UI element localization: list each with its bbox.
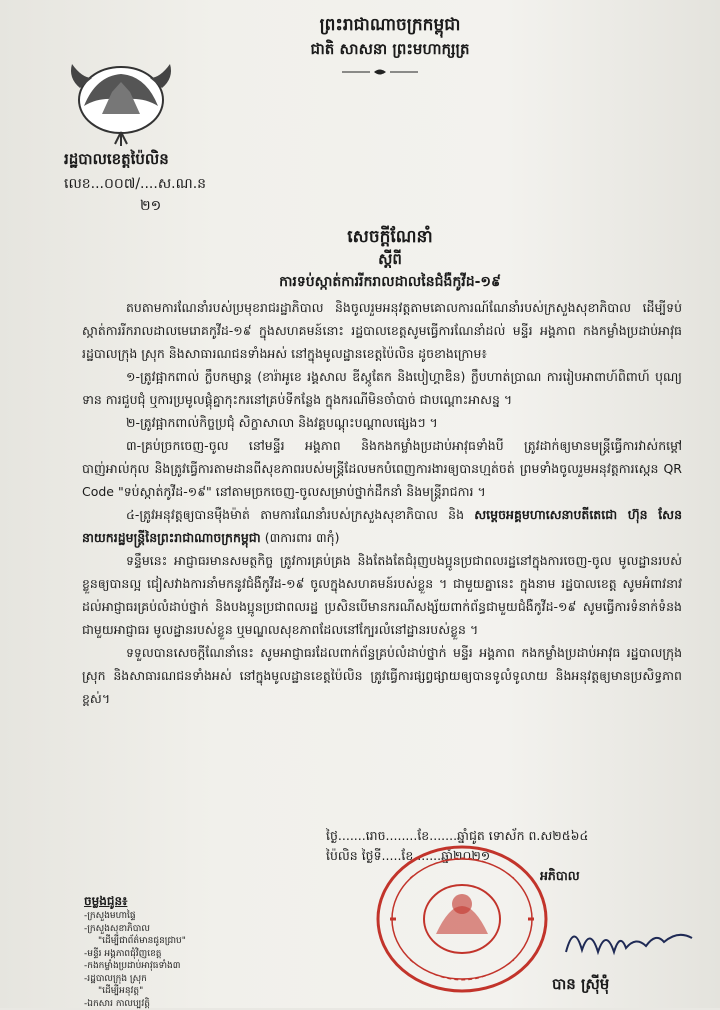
signatory-role: អភិបាល xyxy=(540,866,580,886)
copy-to-title: ចម្លងជូន៖ xyxy=(84,893,127,911)
recipient-line: "ដើម្បីអនុវត្ត" xyxy=(84,985,186,998)
issuing-authority: រដ្ឋបាលខេត្តប៉ៃលិន xyxy=(64,150,169,172)
recipient-line: -រដ្ឋបាលក្រុង ស្រុក xyxy=(84,973,186,986)
motto-ornament xyxy=(340,62,420,72)
copy-to-list xyxy=(84,910,186,1010)
national-motto: ជាតិ សាសនា ព្រះមហាក្សត្រ xyxy=(180,40,600,62)
reference-year: ២១ xyxy=(140,196,161,217)
closing-paragraph: ទទួលបានសេចក្តីណែនាំនេះ សូមអាជ្ញាធរដែលពាក់ព័ន្ធគ្រប់លំដាប់ថ្នាក់ មន្ទីរ អង្គភាព កងកម្លាំងប្រដាប់អាវុធ រដ្ឋបាលក្រុង ស្រុក និងសាធារណជនទាំងអស់ នៅក្នុងមូលដ្ឋានខេត្តប៉ៃលិន ត្រូវធ្វើការផ្សព្វផ្សាយឲ្យបានទូលំទូលាយ និងអនុវត្តឲ្យមានប្រសិទ្ធភាពខ្ពស់។ xyxy=(82,641,682,710)
title-about: ស្តីពី xyxy=(180,250,600,272)
recipient-line: "ដើម្បីជាព័ត៌មានជូនជ្រាប" xyxy=(84,935,186,948)
recipient-line: -ក្រសួងមហាផ្ទៃ xyxy=(84,910,186,923)
kingdom-heading: ព្រះរាជាណាចក្រកម្ពុជា xyxy=(180,14,600,39)
instruction-item-3: ៣-គ្រប់ច្រកចេញ-ចូល នៅមន្ទីរ អង្គភាព និងកងកម្លាំងប្រដាប់អាវុធទាំងបី ត្រូវដាក់ឲ្យមានមន្ត្រីធ្វើការវាស់កម្តៅ បាញ់អាល់កុល និងត្រូវធ្វើការតាមដានពីសុខភាពរបស់មន្ត្រីដែលមកបំពេញការងារឲ្យបានហ្មត់ចត់ ព្រមទាំងចូលរួមអនុវត្តការស្កេន QR Code "ទប់ស្កាត់កូវីដ-១៩" នៅតាមច្រកចេញ-ចូលសម្រាប់ថ្នាក់ដឹកនាំ និងមន្ត្រីរាជការ ។ xyxy=(82,434,682,503)
recipient-line: -កងកម្លាំងប្រដាប់អាវុធទាំង៣ xyxy=(84,960,186,973)
solar-date: ប៉ៃលិន ថ្ងៃទី.....ខែ.......ឆ្នាំ២០២១ xyxy=(326,846,490,866)
instruction-item-2: ២-ត្រូវផ្អាកពាល់កិច្ចប្រជុំ សិក្ខាសាលា និងវគ្គបណ្តុះបណ្តាលផ្សេងៗ ។ xyxy=(82,411,682,434)
recipient-line: -ឯកសារ កាលប្បវត្តិ xyxy=(84,998,186,1010)
recipient-line: -មន្ទីរ អង្គភាពជុំវិញខេត្ត xyxy=(84,948,186,961)
document-title: សេចក្តីណែនាំ xyxy=(180,226,600,251)
item-4-lead: ៤-ត្រូវអនុវត្តឲ្យបានម៉ឺងម៉ាត់ តាមការណែនាំរបស់ក្រសួងសុខាភិបាល និង xyxy=(126,507,464,522)
provincial-emblem-logo xyxy=(62,48,180,148)
instruction-item-4 xyxy=(82,503,682,549)
signatory-name: បាន ស្រ៊ីម៉ុំ xyxy=(552,975,609,997)
intro-paragraph: តបតាមការណែនាំរបស់ប្រមុខរាជរដ្ឋាភិបាល និងចូលរួមអនុវត្តតាមគោលការណ៍ណែនាំរបស់ក្រសួងសុខាភិបាល ដើម្បីទប់ស្កាត់ការរីករាលដាលមេរោគកូវីដ-១៩ ក្នុងសហគមន៍នោះ រដ្ឋបាលខេត្តសូមធ្វើការណែនាំដល់ មន្ទីរ អង្គភាព កងកម្លាំងប្រដាប់អាវុធ រដ្ឋបាលក្រុង ស្រុក និងសាធារណជនទាំងអស់ នៅក្នុងមូលដ្ឋានខេត្តប៉ៃលិន ដូចខាងក្រោម៖ xyxy=(82,296,682,365)
lunar-date: ថ្ងៃ.......រោច........ខែ.......ឆ្នាំជូត ទោស័ក ព.ស២៥៦៤ xyxy=(326,826,588,846)
instruction-item-1: ១-ត្រូវផ្អាកពាល់ ក្លឹបកម្សាន្ត (ខារ៉ាអូខេ រង្គសាល ឌីស្កូតែក និងបៀហ្គាឌិន) ក្លឹបហាត់ប្រាណ ការរៀបអាពាហ៍ពិពាហ៍ បុណ្យទាន ការជួបជុំ ឬការប្រមូលផ្តុំគ្នាកុះករនៅគ្រប់ទីកន្លែង ក្នុងករណីមិនចាំបាច់ ជាបណ្តោះអាសន្ន ។ xyxy=(82,365,682,411)
item-4-pm-name: សម្តេចអគ្គមហាសេនាបតីតេជោ ហ៊ុន សែន នាយករដ្ឋមន្ត្រីនៃព្រះរាជាណាចក្រកម្ពុជា xyxy=(82,507,682,545)
recipient-line: -ក្រសួងសុខាភិបាល xyxy=(84,923,186,936)
item-4-tail: (៣ការពារ ៣កុំ) xyxy=(265,530,340,545)
document-body xyxy=(82,296,682,710)
mandate-paragraph: ទន្ទឹមនេះ អាជ្ញាធរមានសមត្ថកិច្ច ត្រូវការគ្រប់គ្រង និងតែងតែជំរុញបងប្អូនប្រជាពលរដ្ឋនៅក្នុងការចេញ-ចូល មូលដ្ឋានរបស់ខ្លួនឲ្យបានល្អ ជៀសវាងការនាំមកនូវជំងឺកូវីដ-១៩ ចូលក្នុងសហគមន៍របស់ខ្លួន ។ ជាមួយគ្នានេះ ក្នុងនាម រដ្ឋបាលខេត្ត សូមអំពាវនាវ ដល់អាជ្ញាធរគ្រប់លំដាប់ថ្នាក់ និងបងប្អូនប្រជាពលរដ្ឋ ប្រសិនបើមានករណីសង្ស័យពាក់ព័ន្ធជាមួយជំងឺកូវីដ-១៩ សូមធ្វើការទំនាក់ទំនងជាមួយអាជ្ញាធរ មូលដ្ឋានរបស់ខ្លួន ឬមណ្ឌលសុខភាពដែលនៅក្បែរលំនៅដ្ឋានរបស់ខ្លួន ។ xyxy=(82,549,682,641)
reference-number: លេខ...០០៧/....ស.ណ.ន xyxy=(64,174,206,195)
handwritten-signature xyxy=(560,912,700,972)
official-seal-stamp xyxy=(370,838,554,1000)
document-subject: ការទប់ស្កាត់ការរីករាលដាលនៃជំងឺកូវីដ-១៩ xyxy=(180,272,600,293)
